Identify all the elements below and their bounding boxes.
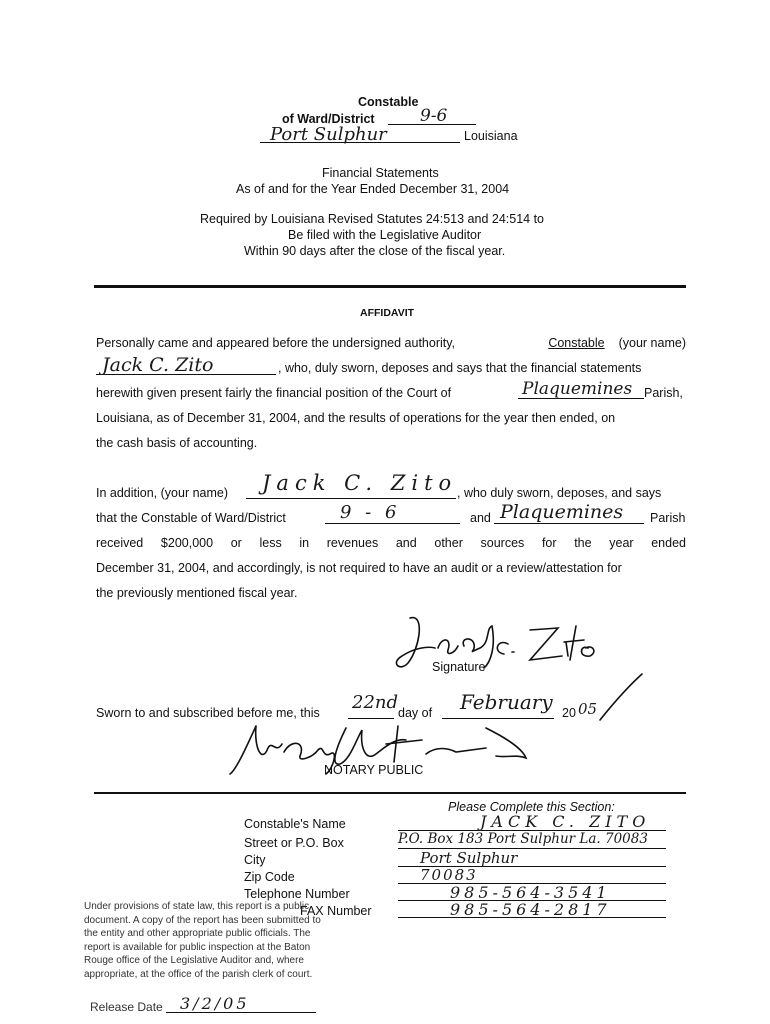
constable-title: Constable [548, 336, 605, 350]
public-document-stamp [84, 900, 344, 981]
value-fax: 985-564-2817 [450, 900, 611, 919]
info-divider [94, 792, 686, 794]
required-line2: Be filed with the Legislative Auditor [288, 228, 482, 242]
parish-handwritten-2: Plaquemines [500, 501, 624, 523]
header-divider [94, 285, 686, 288]
value-city: Port Sulphur [420, 849, 518, 867]
affidavit-line4: Louisiana, as of December 31, 2004, and the results of operations for the year then ended, on [96, 411, 616, 425]
year-flourish [596, 670, 646, 725]
parish-word-1: Parish, [644, 386, 683, 400]
ward-value: 9-6 [420, 106, 448, 126]
release-date-label: Release Date [90, 1000, 163, 1014]
affidavit-intro: Personally came and appeared before the undersigned authority, [96, 336, 456, 350]
release-date-value: 3/2/05 [180, 994, 250, 1013]
affidavit-line3: herewith given present fairly the financial position of the Court of [96, 386, 452, 400]
addition-line1: , who duly sworn, deposes, and says [457, 486, 662, 500]
required-line1: Required by Louisiana Revised Statutes 24:513 and 24:514 to [200, 212, 544, 226]
addition-line5: the previously mentioned fiscal year. [96, 586, 298, 600]
sworn-text: Sworn to and subscribed before me, this [96, 706, 320, 720]
addition-line2: that the Constable of Ward/District [96, 511, 286, 525]
constable-name-handwritten: Jack C. Zito [102, 354, 214, 376]
month-handwritten: February [460, 690, 553, 714]
name-line-2 [246, 498, 456, 499]
state-label: Louisiana [464, 129, 518, 143]
ward-line-2 [325, 523, 460, 524]
stamp-line: document. A copy of the report has been submitted to [84, 914, 321, 926]
label-street: Street or P.O. Box [244, 836, 344, 850]
constable-name-handwritten-2: Jack C. Zito [262, 471, 458, 495]
ward-handwritten-2: 9 - 6 [340, 502, 401, 523]
constable-heading: Constable [358, 95, 419, 109]
value-zip: 70083 [420, 866, 478, 884]
notary-public-label: NOTARY PUBLIC [324, 763, 424, 777]
and-word: and [470, 511, 491, 525]
stamp-line: the entity and other appropriate public officials. The [84, 928, 311, 939]
constable-signature [380, 608, 610, 678]
value-telephone: 985-564-3541 [450, 883, 611, 902]
label-zip: Zip Code [244, 870, 295, 884]
parish-word-2: Parish [650, 511, 686, 525]
label-city: City [244, 853, 266, 867]
your-name-label: (your name) [618, 336, 686, 350]
stamp-line: report is available for public inspection at the Baton [84, 941, 311, 953]
year-prefix: 20 [562, 706, 576, 720]
affidavit-line2: , who, duly sworn, deposes and says that the financial statements [278, 361, 642, 375]
affidavit-title: AFFIDAVIT [360, 307, 415, 319]
addition-line4: December 31, 2004, and accordingly, is not required to have an audit or a review/attestation for [96, 561, 622, 575]
required-line3: Within 90 days after the close of the fiscal year. [244, 244, 506, 258]
affidavit-line5: the cash basis of accounting. [96, 436, 258, 450]
label-constable-name: Constable's Name [244, 817, 346, 831]
stamp-line: Rouge office of the Legislative Auditor and, where [84, 955, 304, 966]
day-of-label: day of [398, 706, 433, 720]
addition-intro: In addition, (your name) [96, 486, 229, 500]
stamp-line: appropriate, at the office of the parish clerk of court. [84, 968, 313, 980]
signature-label: Signature [432, 660, 486, 674]
parish-line-2 [494, 523, 644, 524]
value-street: P.O. Box 183 Port Sulphur La. 70083 [398, 831, 648, 847]
complete-section-title: Please Complete this Section: [448, 800, 615, 814]
year-handwritten: 05 [578, 700, 598, 718]
stamp-line: Under provisions of state law, this report is a public [84, 901, 310, 912]
financial-statements: Financial Statements [322, 166, 439, 180]
value-constable-name: JACK C. ZITO [480, 812, 651, 831]
ward-label: of Ward/District [282, 112, 375, 126]
addition-line3: received $200,000 or less in revenues and other sources for the year ended [96, 536, 686, 550]
affidavit-line1 [96, 336, 686, 350]
city-value: Port Sulphur [270, 124, 387, 145]
label-fax: FAX Number [300, 904, 372, 918]
parish-handwritten-1: Plaquemines [522, 379, 633, 399]
label-telephone: Telephone Number [244, 887, 350, 901]
day-handwritten: 22nd [352, 692, 399, 713]
year-ended: As of and for the Year Ended December 31, 2004 [236, 182, 510, 196]
